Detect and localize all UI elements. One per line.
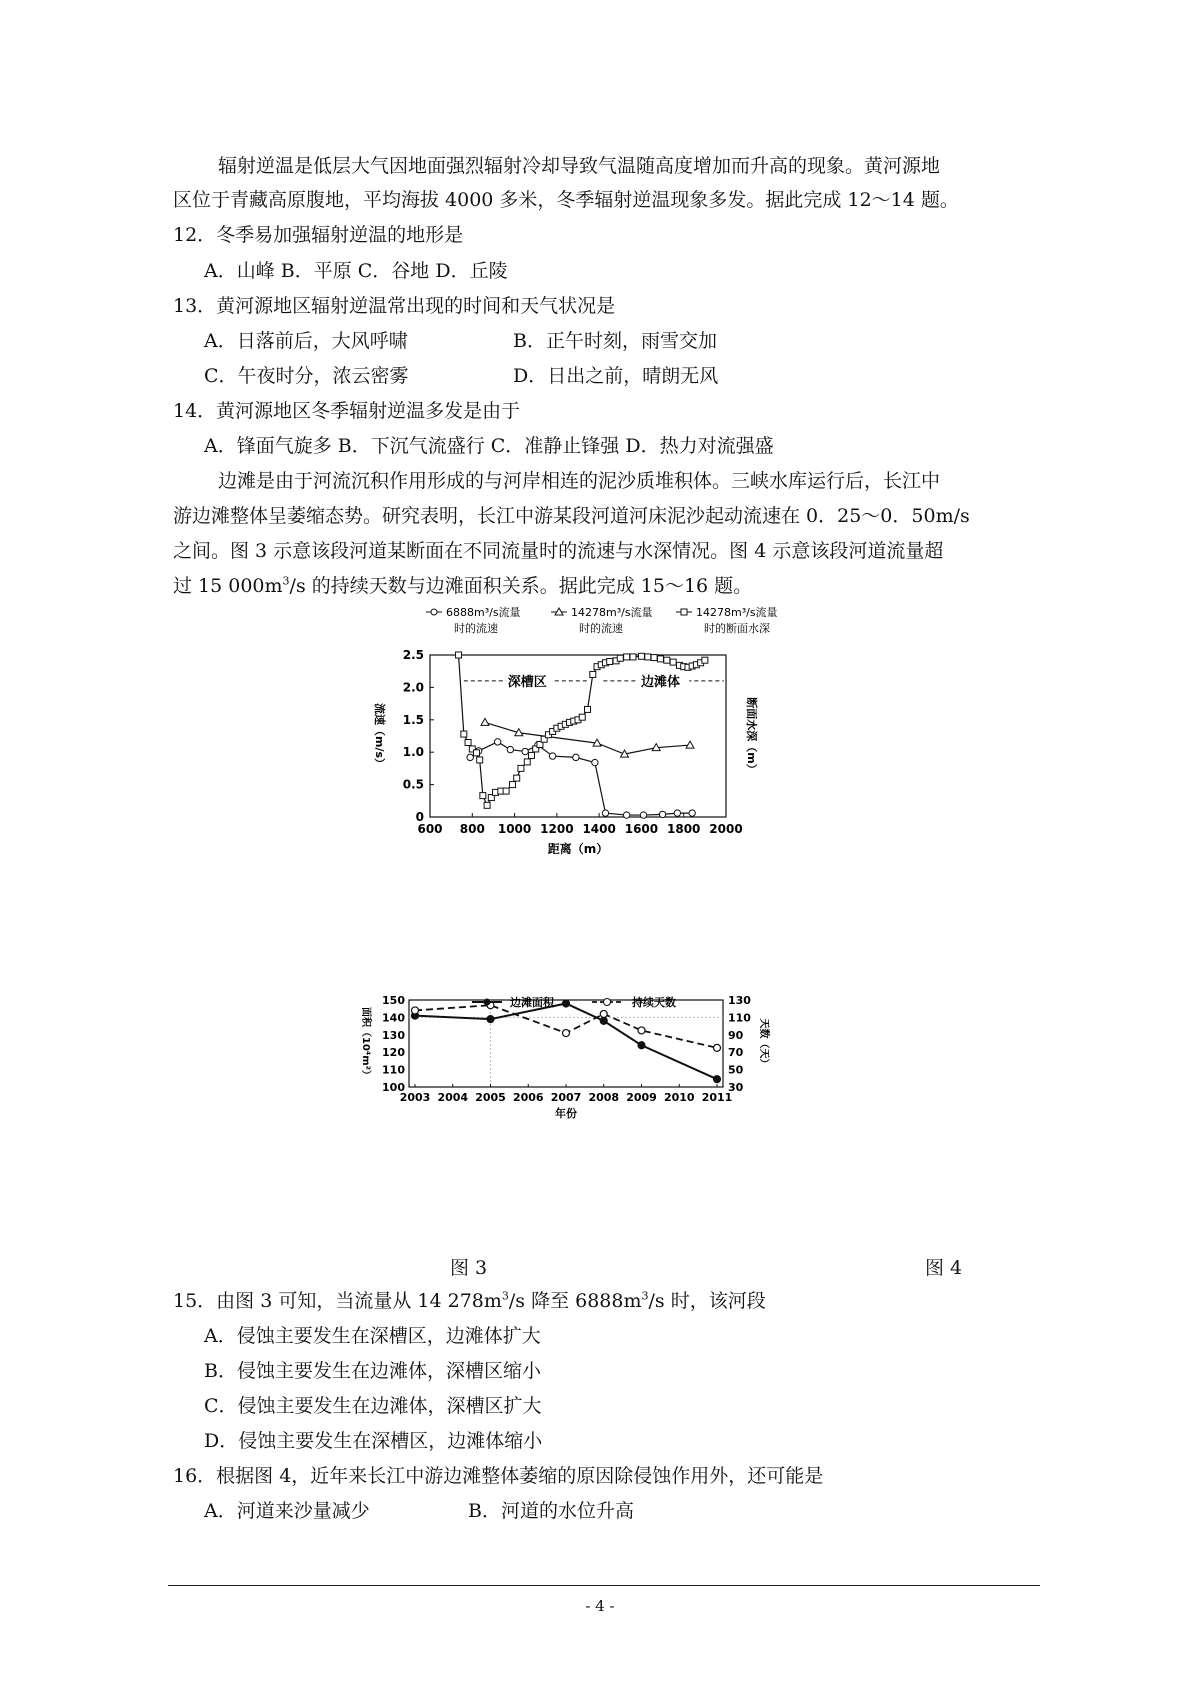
fig3-x-tick-label: 600 [417, 822, 443, 836]
q16-option-a: A．河道来沙量减少 [204, 1500, 370, 1522]
fig3-point-square [456, 652, 462, 658]
fig3-y-tick-label: 2.5 [402, 648, 424, 662]
fig4-legend-label: 边滩面积 [510, 996, 554, 1009]
footer-divider [168, 1585, 1040, 1586]
q16-option-b: B．河道的水位升高 [468, 1500, 634, 1522]
fig3-point-square [638, 653, 644, 659]
fig3-point-circle [549, 753, 555, 759]
fig3-annotation-point-bar: 边滩体 [640, 674, 680, 690]
fig3-point-square [579, 714, 585, 720]
q16-stem: 16．根据图 4，近年来长江中游边滩整体萎缩的原因除侵蚀作用外，还可能是 [173, 1465, 824, 1487]
fig3-x-tick-label: 1200 [540, 822, 574, 836]
passage2-line2: 游边滩整体呈萎缩态势。研究表明，长江中游某段河道河床泥沙起动流速在 0．25～0．50m/s [173, 505, 970, 527]
fig3-point-square [484, 802, 490, 808]
q12-options: A．山峰 B．平原 C．谷地 D．丘陵 [204, 260, 508, 282]
fig3-point-circle [507, 746, 513, 752]
q15-option-a: A．侵蚀主要发生在深槽区，边滩体扩大 [204, 1325, 541, 1347]
fig4-y-tick-label-right: 70 [728, 1046, 744, 1060]
fig3-legend-label: 14278m³/s流量 [571, 606, 653, 619]
fig3-point-square [477, 757, 483, 763]
figure4-chart [360, 990, 805, 1210]
fig4-x-tick-label: 2010 [663, 1091, 695, 1104]
fig3-point-circle [573, 754, 579, 760]
fig4-y-tick-label-right: 50 [728, 1063, 744, 1077]
fig4-legend-marker-dashed [604, 999, 611, 1006]
fig4-point-solid [600, 1017, 607, 1024]
fig3-annotation-deep-channel: 深槽区 [507, 674, 547, 690]
fig3-point-circle [640, 812, 646, 818]
fig3-point-square [630, 654, 636, 660]
fig3-legend [420, 602, 840, 642]
fig4-y-tick-label-left: 110 [382, 1063, 405, 1077]
fig3-point-square [528, 752, 534, 758]
passage1-line2: 区位于青藏高原腹地，平均海拔 4000 多米，冬季辐射逆温现象多发。据此完成 12～14 题。 [173, 189, 959, 211]
fig4-legend-label: 持续天数 [632, 996, 676, 1009]
q15-option-c: C．侵蚀主要发生在边滩体，深槽区扩大 [204, 1395, 542, 1417]
fig4-x-axis-label: 年份 [555, 1107, 577, 1120]
fig3-point-circle [689, 810, 695, 816]
fig4-y-axis-label-right: 天数（天） [758, 1018, 769, 1069]
fig3-point-square [518, 765, 524, 771]
passage1-line1: 辐射逆温是低层大气因地面强烈辐射冷却导致气温随高度增加而升高的现象。黄河源地 [218, 155, 941, 177]
q13-option-d: D．日出之前，晴朗无风 [513, 365, 719, 387]
q15-option-b: B．侵蚀主要发生在边滩体，深槽区缩小 [204, 1360, 541, 1382]
fig4-y-tick-label-right: 130 [728, 994, 751, 1007]
fig4-series-line-solid [415, 1003, 717, 1079]
fig3-point-square [607, 658, 613, 664]
fig4-point-dashed [412, 1007, 419, 1014]
fig3-point-circle [659, 811, 665, 817]
fig3-point-circle [494, 739, 500, 745]
fig3-y-tick-label: 1.0 [402, 745, 424, 760]
fig3-legend-marker [431, 609, 437, 615]
figure4-caption: 图 4 [925, 1257, 963, 1279]
fig4-point-solid [487, 1016, 494, 1023]
fig3-y-tick-label: 1.5 [402, 712, 424, 727]
fig3-point-circle [674, 810, 680, 816]
fig3-legend-label: 6888m³/s流量 [446, 606, 521, 619]
q13-option-a: A．日落前后，大风呼啸 [204, 330, 408, 352]
fig3-legend-label: 时的流速 [454, 622, 498, 635]
q13-option-b: B．正午时刻，雨雪交加 [513, 330, 717, 352]
q13-stem: 13．黄河源地区辐射逆温常出现的时间和天气状况是 [173, 295, 616, 317]
fig3-y-tick-label: 2.0 [402, 680, 424, 695]
fig3-series-line-circle [470, 742, 692, 815]
fig4-y-tick-label-right: 30 [728, 1081, 744, 1094]
fig3-point-circle [623, 812, 629, 818]
fig4-y-axis-label-left: 面积（10⁴m²） [360, 1006, 371, 1081]
fig3-point-square [702, 657, 708, 663]
fig3-y-tick-label: 0.5 [402, 777, 424, 792]
q15-option-d: D．侵蚀主要发生在深槽区，边滩体缩小 [204, 1430, 543, 1452]
q15-stem: 15．由图 3 可知，当流量从 14 $278m^3/s$ 降至 $6888m^3/s$ 时，该河段 [173, 1289, 766, 1312]
fig4-point-dashed [714, 1044, 721, 1051]
fig3-legend-label: 时的流速 [579, 622, 623, 635]
fig4-legend-marker-solid [484, 999, 491, 1006]
q14-options: A．锋面气旋多 B．下沉气流盛行 C．准静止锋强 D．热力对流强盛 [204, 435, 774, 457]
fig3-point-square [474, 750, 480, 756]
fig3-point-square [524, 759, 530, 765]
fig3-x-tick-label: 1600 [624, 822, 659, 836]
fig3-point-circle [467, 754, 473, 760]
fig4-x-tick-label: 2008 [588, 1091, 620, 1104]
fig4-plot-frame [409, 1000, 723, 1087]
fig4-y-tick-label-left: 100 [382, 1081, 405, 1094]
q14-stem: 14．黄河源地区冬季辐射逆温多发是由于 [173, 400, 521, 422]
fig3-point-triangle [481, 718, 489, 725]
fig3-y-axis-label-right: 断面水深（m） [745, 697, 758, 775]
fig3-x-tick-label: 1000 [497, 822, 532, 836]
fig3-point-square [645, 654, 651, 660]
fig3-legend-label: 14278m³/s流量 [696, 606, 778, 619]
fig4-point-solid [714, 1076, 721, 1083]
fig4-point-dashed [638, 1027, 645, 1034]
fig4-y-tick-label-right: 110 [728, 1011, 751, 1025]
fig3-point-circle [522, 748, 528, 754]
figure3-chart [373, 648, 790, 950]
fig4-y-tick-label-left: 150 [382, 994, 405, 1007]
fig4-y-tick-label-right: 90 [728, 1028, 744, 1042]
fig3-point-square [465, 739, 471, 745]
passage2-line3: 之间。图 3 示意该段河道某断面在不同流量时的流速与水深情况。图 4 示意该段河道流量超 [173, 540, 944, 562]
fig3-y-axis-label-left: 流速（m/s） [373, 702, 386, 770]
fig4-y-tick-label-left: 140 [382, 1011, 405, 1025]
fig3-point-square [617, 655, 623, 661]
q13-option-c: C．午夜时分，浓云密雾 [204, 365, 409, 387]
fig3-point-square [657, 656, 663, 662]
fig4-point-solid [638, 1042, 645, 1049]
fig3-x-tick-label: 1400 [582, 822, 616, 836]
fig4-x-tick-label: 2011 [701, 1091, 733, 1104]
page-number: - 4 - [585, 1597, 615, 1615]
fig3-point-square [585, 706, 591, 712]
fig3-legend-label: 时的断面水深 [704, 622, 770, 635]
fig3-point-square [509, 782, 515, 788]
q12-stem: 12．冬季易加强辐射逆温的地形是 [173, 224, 464, 246]
fig4-x-tick-label: 2005 [475, 1091, 506, 1104]
fig4-y-tick-label-left: 120 [382, 1046, 405, 1060]
fig3-x-tick-label: 2000 [709, 822, 743, 836]
fig3-point-square [590, 671, 596, 677]
fig4-legend [468, 993, 728, 1013]
fig3-point-circle [602, 810, 608, 816]
fig3-point-square [514, 775, 520, 781]
fig4-x-tick-label: 2003 [399, 1091, 431, 1104]
figure3-caption: 图 3 [450, 1257, 488, 1279]
fig3-point-square [670, 659, 676, 665]
fig3-point-circle [592, 759, 598, 765]
fig3-point-square [651, 655, 657, 661]
fig4-x-tick-label: 2006 [512, 1091, 544, 1104]
fig3-point-triangle [686, 741, 694, 748]
fig3-point-square [624, 654, 630, 660]
fig3-y-tick-label: 0 [415, 810, 424, 824]
fig3-point-square [461, 731, 467, 737]
passage2-line1: 边滩是由于河流沉积作用形成的与河岸相连的泥沙质堆积体。三峡水库运行后，长江中 [218, 470, 941, 492]
passage2-line4: 过 15 $000m^3/s$ 的持续天数与边滩面积关系。据此完成 15～16 题。 [173, 574, 753, 597]
fig3-point-square [664, 657, 670, 663]
fig3-x-axis-label: 距离（m） [547, 842, 609, 856]
fig3-point-square [503, 788, 509, 794]
fig3-x-tick-label: 1800 [667, 822, 701, 836]
fig4-x-tick-label: 2009 [626, 1091, 657, 1104]
fig4-y-tick-label-left: 130 [382, 1028, 405, 1042]
fig3-point-square [480, 793, 486, 799]
fig3-legend-marker [681, 609, 687, 615]
fig4-x-tick-label: 2004 [437, 1091, 469, 1104]
fig4-x-tick-label: 2007 [550, 1091, 582, 1104]
fig4-point-dashed [563, 1030, 570, 1037]
fig3-x-tick-label: 800 [459, 822, 485, 836]
